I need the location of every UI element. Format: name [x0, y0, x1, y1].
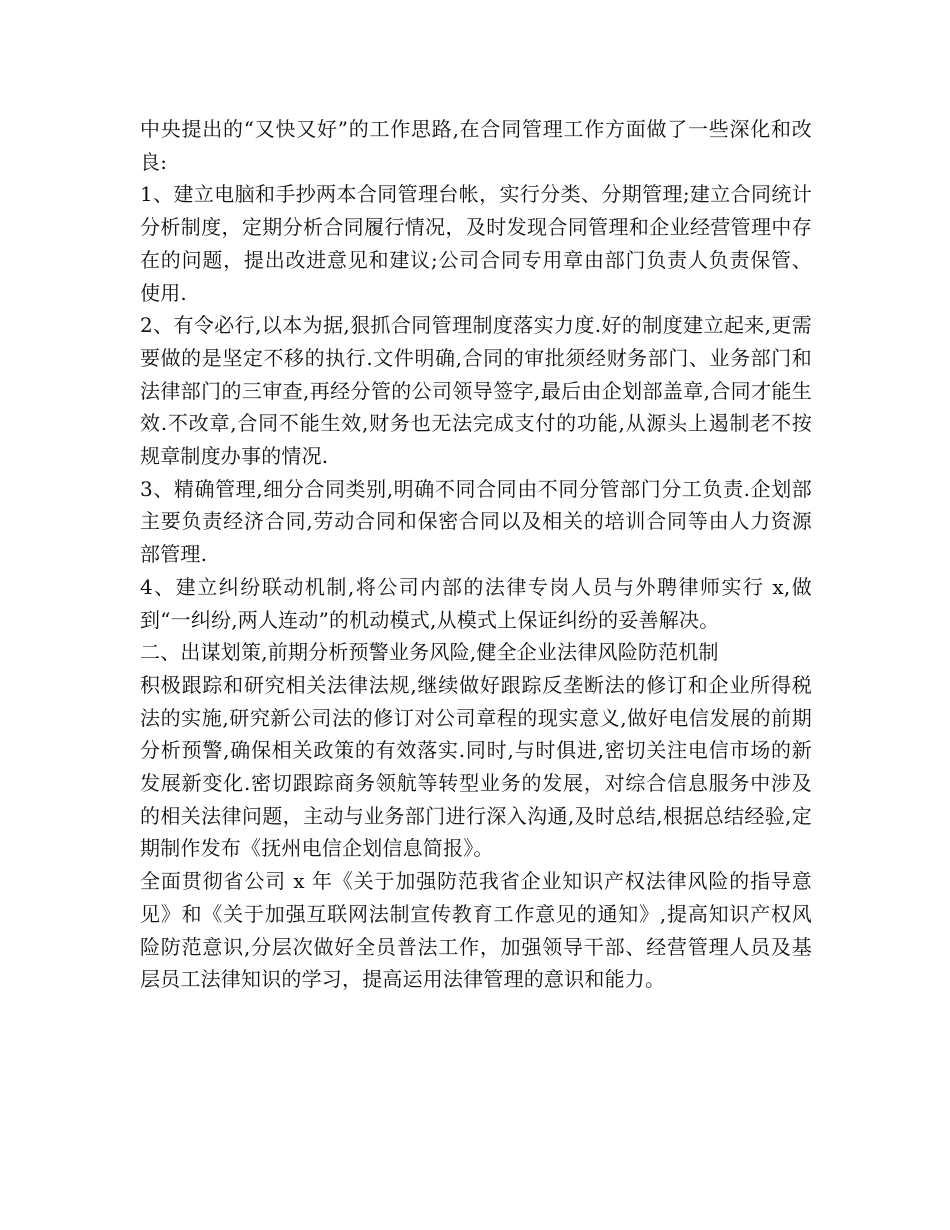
paragraph-item-4: 4、建立纠纷联动机制,将公司内部的法律专岗人员与外聘律师实行 x,做到“一纠纷,两人连动”的机动模式,从模式上保证纠纷的妥善解决。	[140, 574, 812, 632]
paragraph-item-3: 3、精确管理,细分合同类别,明确不同合同由不同分管部门分工负责.企划部主要负责经济合同,劳动合同和保密合同以及相关的培训合同等由人力资源部管理.	[140, 476, 812, 567]
paragraph-research: 积极跟踪和研究相关法律法规,继续做好跟踪反垄断法的修订和企业所得税法的实施,研究新公司法的修订对公司章程的现实意义,做好电信发展的前期分析预警,确保相关政策的有效落实.同时,与时俱进,密切关注电信市场的新发展新变化.密切跟踪商务领航等转型业务的发展，对综合信息服务中涉及的相关法律问题，主动与业务部门进行深入沟通,及时总结,根据总结经验,定期制作发布《抚州电信企划信息简报》。	[140, 672, 812, 861]
paragraph-intro: 中央提出的“又快又好”的工作思路,在合同管理工作方面做了一些深化和改良:	[140, 117, 812, 174]
paragraph-implementation: 全面贯彻省公司 x 年《关于加强防范我省企业知识产权法律风险的指导意见》和《关于加强互联网法制宣传教育工作意见的通知》,提高知识产权风险防范意识,分层次做好全员普法工作，加强领导干部、经营管理人员及基层员工法律知识的学习，提高运用法律管理的意识和能力。	[140, 869, 812, 992]
section-heading-2: 二、出谋划策,前期分析预警业务风险,健全企业法律风险防范机制	[140, 640, 719, 665]
paragraph-item-2: 2、有令必行,以本为据,狠抓合同管理制度落实力度.好的制度建立起来,更需要做的是坚定不移的执行.文件明确,合同的审批须经财务部门、业务部门和法律部门的三审查,再经分管的公司领导签字,最后由企划部盖章,合同才能生效.不改章,合同不能生效,财务也无法完成支付的功能,从源头上遏制老不按规章制度办事的情况.	[140, 313, 812, 469]
paragraph-item-1: 1、建立电脑和手抄两本合同管理台帐，实行分类、分期管理;建立合同统计分析制度，定期分析合同履行情况，及时发现合同管理和企业经营管理中存在的问题，提出改进意见和建议;公司合同专用章由部门负责人负责保管、使用.	[140, 182, 812, 305]
document-page	[140, 113, 812, 996]
